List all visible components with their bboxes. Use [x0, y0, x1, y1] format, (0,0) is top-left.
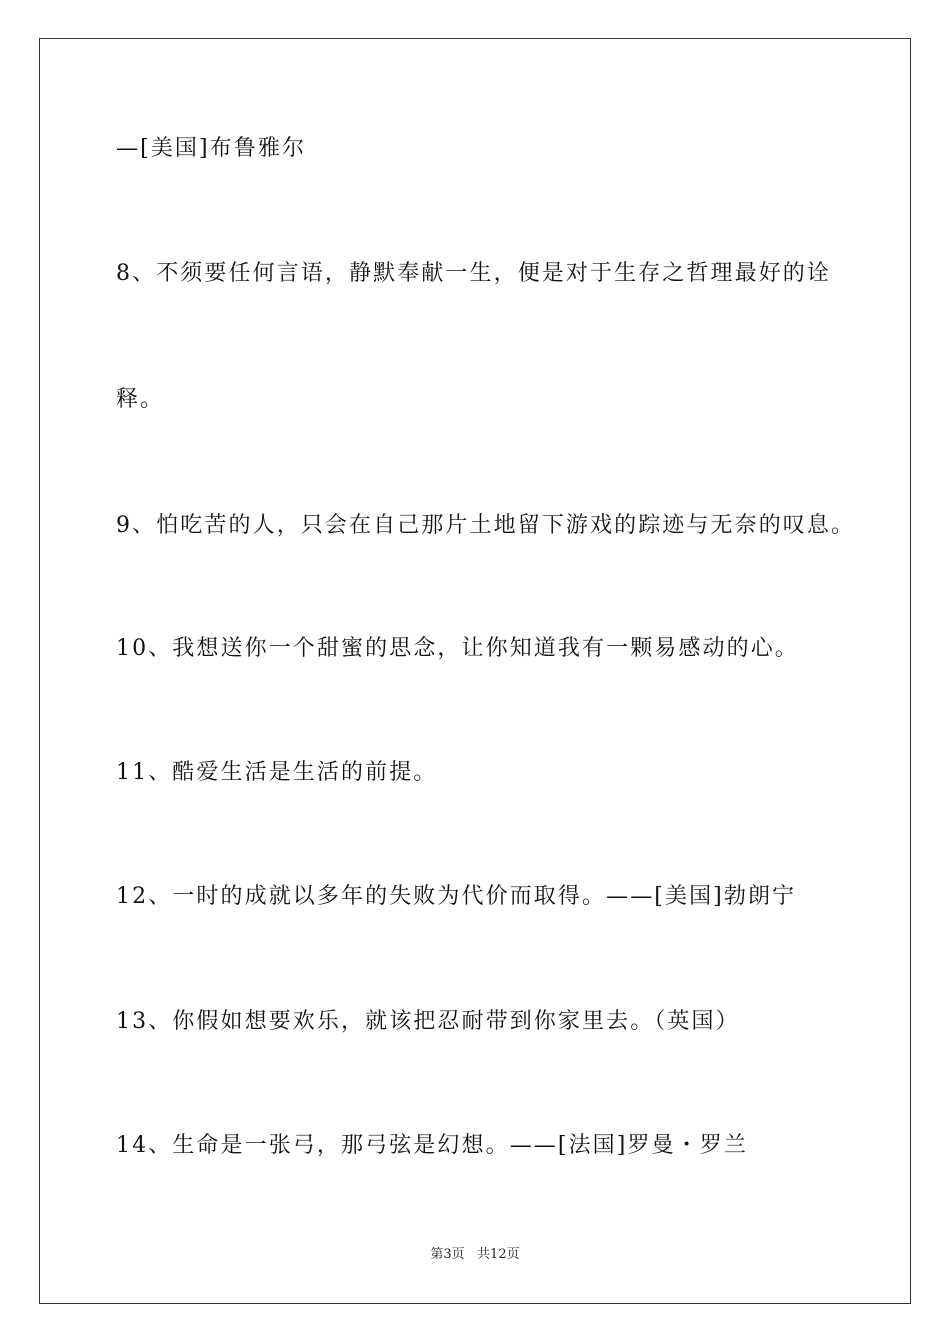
text-line-quote-9: 9、怕吃苦的人，只会在自己那片土地留下游戏的踪迹与无奈的叹息。 — [116, 513, 856, 538]
text-line-quote-12: 12、一时的成就以多年的失败为代价而取得。——[美国]勃朗宁 — [116, 884, 797, 909]
text-line-quote-8-cont: 释。 — [116, 387, 165, 412]
text-line-quote-13: 13、你假如想要欢乐，就该把忍耐带到你家里去。（英国） — [116, 1009, 740, 1034]
text-line-quote-10: 10、我想送你一个甜蜜的思念，让你知道我有一颗易感动的心。 — [116, 636, 799, 661]
text-line-quote-14: 14、生命是一张弓，那弓弦是幻想。——[法国]罗曼・罗兰 — [116, 1133, 748, 1158]
page-border — [39, 38, 911, 1304]
text-line-quote-8: 8、不须要任何言语，静默奉献一生，便是对于生存之哲理最好的诠 — [116, 261, 831, 286]
text-line-attribution: —[美国]布鲁雅尔 — [116, 136, 307, 161]
page-footer: 第3页 共12页 — [430, 1247, 520, 1262]
text-line-quote-11: 11、酷爱生活是生活的前提。 — [116, 760, 438, 785]
